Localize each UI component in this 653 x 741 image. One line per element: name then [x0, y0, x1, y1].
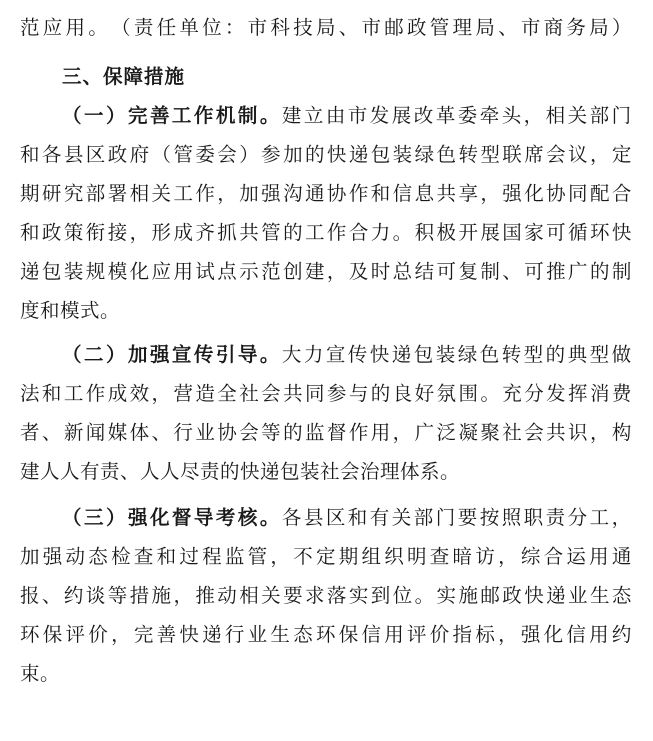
paragraph-1-first-line: （ 一 ） 完 善 工 作 机 制 。 建 立 由 市 发 展 改 革 委 牵 头 ， 相 关 部 门: [62, 104, 632, 127]
paragraph-3-line-5: 束。: [20, 662, 61, 685]
paragraph-2-first-line: （ 二 ） 加 强 宣 传 引 导 。 大 力 宣 传 快 递 包 装 绿 色 转 型 的 典 型 做: [62, 343, 632, 366]
paragraph-3-line-4: 环 保 评 价 ， 完 善 快 递 行 业 生 态 环 保 信 用 评 价 指 标 ， 强 化 信 用 约: [20, 623, 632, 646]
section-heading: 三、保障措施: [62, 65, 186, 88]
paragraph-2-line-4: 建人人有责、人人尽责的快递包装社会治理体系。: [20, 460, 461, 483]
paragraph-1-line-6: 度和模式。: [20, 299, 121, 322]
paragraph-1-line-2: 和 各 县 区 政 府 （ 管 委 会 ） 参 加 的 快 递 包 装 绿 色 转 型 联 席 会 议 ， 定: [20, 143, 632, 166]
paragraph-3-line-2: 加 强 动 态 检 查 和 过 程 监 管 ， 不 定 期 组 织 明 查 暗 访 ， 综 合 运 用 通: [20, 545, 632, 568]
text-line: 范 应 用 。 （ 责 任 单 位 ： 市 科 技 局 、 市 邮 政 管 理 局 、 市 商 务 局 ）: [20, 16, 632, 39]
paragraph-1-line-5: 递 包 装 规 模 化 应 用 试 点 示 范 创 建 ， 及 时 总 结 可 复 制 、 可 推 广 的 制: [20, 260, 632, 283]
paragraph-3-first-line: （ 三 ） 强 化 督 导 考 核 。 各 县 区 和 有 关 部 门 要 按 照 职 责 分 工 ，: [62, 506, 632, 529]
paragraph-2-line-2: 法 和 工 作 成 效 ， 营 造 全 社 会 共 同 参 与 的 良 好 氛 围 。 充 分 发 挥 消 费: [20, 382, 632, 405]
paragraph-1-line-4: 和 政 策 衔 接 ， 形 成 齐 抓 共 管 的 工 作 合 力 。 积 极 开 展 国 家 可 循 环 快: [20, 221, 632, 244]
paragraph-2-line-3: 者 、 新 闻 媒 体 、 行 业 协 会 等 的 监 督 作 用 ， 广 泛 凝 聚 社 会 共 识 ， 构: [20, 421, 632, 444]
paragraph-1-line-3: 期 研 究 部 署 相 关 工 作 ， 加 强 沟 通 协 作 和 信 息 共 享 ， 强 化 协 同 配 合: [20, 182, 632, 205]
paragraph-3-line-3: 报 、 约 谈 等 措 施 ， 推 动 相 关 要 求 落 实 到 位 。 实 施 邮 政 快 递 业 生 态: [20, 584, 632, 607]
